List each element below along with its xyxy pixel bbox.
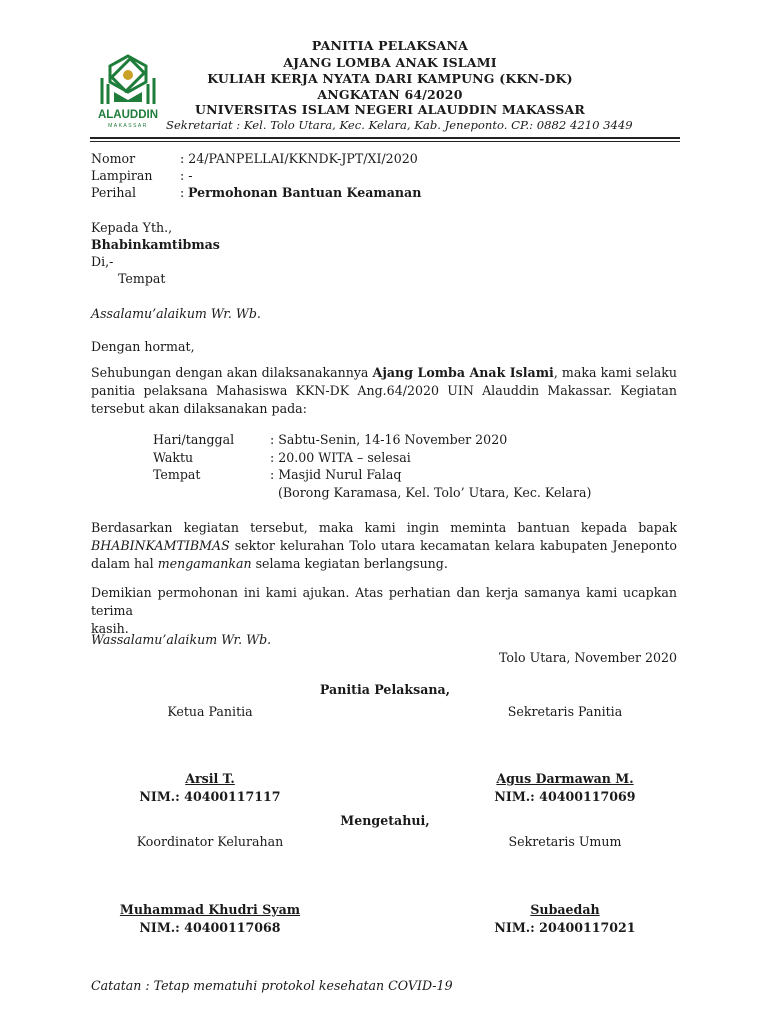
event-name: Ajang Lomba Anak Islami <box>372 365 554 380</box>
sekretaris-role: Sekretaris Panitia <box>507 704 623 719</box>
sekretaris-nim: NIM.: 40400117069 <box>494 789 636 804</box>
university-logo <box>88 52 168 130</box>
recipient-place: Tempat <box>118 271 166 286</box>
letterhead-rule <box>90 137 680 139</box>
para2-mengamankan: mengamankan <box>157 556 252 571</box>
opening: Dengan hormat, <box>91 339 195 354</box>
lampiran-value: : - <box>180 168 193 183</box>
secretariat-address: Sekretariat : Kel. Tolo Utara, Kec. Kelara, Kab. Jeneponto. CP.: 0882 4210 3449 <box>166 118 633 132</box>
sekum-nim: NIM.: 20400117021 <box>494 920 636 935</box>
para2-bhabin: BHABINKAMTIBMAS <box>91 538 230 553</box>
letterhead-line-2: AJANG LOMBA ANAK ISLAMI <box>283 55 497 70</box>
para2-line-3-c: selama kegiatan berlangsung. <box>251 556 448 571</box>
para2-line-2-rest: sektor kelurahan Tolo utara kecamatan kelara kabupaten Jeneponto <box>229 538 677 553</box>
paragraph-3 <box>91 584 677 638</box>
paragraph-1 <box>91 364 677 418</box>
recipient-di: Di,- <box>91 254 114 269</box>
paragraph-2 <box>91 519 677 573</box>
koordinator-nim: NIM.: 40400117068 <box>139 920 281 935</box>
letterhead-line-1: PANITIA PELAKSANA <box>311 38 469 53</box>
para2-line-1: Berdasarkan kegiatan tersebut, maka kami ingin meminta bantuan kepada bapak <box>91 520 677 535</box>
logo-subtext: MAKASSAR <box>108 123 148 129</box>
salutation: Assalamu’alaikum Wr. Wb. <box>91 306 261 321</box>
perihal-label: Perihal <box>91 185 137 200</box>
schedule-place-detail: (Borong Karamasa, Kel. Tolo’ Utara, Kec. Kelara) <box>278 485 592 500</box>
place-date: Tolo Utara, November 2020 <box>499 650 678 665</box>
sekum-name: Subaedah <box>530 902 600 917</box>
para3-line-1: Demikian permohonan ini kami ajukan. Atas perhatian dan kerja samanya kami ucapkan terima <box>91 585 677 618</box>
nomor-value: : 24/PANPELLAI/KKNDK-JPT/XI/2020 <box>180 151 418 166</box>
letterhead-line-5: UNIVERSITAS ISLAM NEGERI ALAUDDIN MAKASSAR <box>195 102 585 117</box>
schedule-time-label: Waktu <box>153 450 194 465</box>
para2-line-3-a: dalam hal <box>91 556 158 571</box>
recipient-name: Bhabinkamtibmas <box>91 237 220 252</box>
schedule-time-value: : 20.00 WITA – selesai <box>270 450 411 465</box>
para1-text-a: Sehubungan dengan akan dilaksanakannya <box>91 365 369 380</box>
para3-line-2: kasih. <box>91 621 129 636</box>
letterhead-line-3: KULIAH KERJA NYATA DARI KAMPUNG (KKN-DK) <box>207 71 573 86</box>
recipient-line-1: Kepada Yth., <box>91 220 173 235</box>
logo-wordmark: ALAUDDIN <box>97 109 159 121</box>
letterhead-line-4: ANGKATAN 64/2020 <box>317 87 463 102</box>
ketua-nim: NIM.: 40400117117 <box>139 789 281 804</box>
footnote: Catatan : Tetap mematuhi protokol kesehatan COVID-19 <box>91 978 453 993</box>
schedule-place-value: : Masjid Nurul Falaq <box>270 467 402 482</box>
para1-line-3: tersebut akan dilaksanakan pada: <box>91 401 307 416</box>
perihal-value: Permohonan Bantuan Keamanan <box>188 185 422 200</box>
sekretaris-name: Agus Darmawan M. <box>496 771 634 786</box>
para1-text-c: , maka kami selaku <box>553 365 677 380</box>
committee-title: Panitia Pelaksana, <box>319 682 451 697</box>
koordinator-name: Muhammad Khudri Syam <box>119 902 301 917</box>
schedule-day-value: : Sabtu-Senin, 14-16 November 2020 <box>270 432 508 447</box>
koordinator-role: Koordinator Kelurahan <box>136 834 284 849</box>
schedule-day-label: Hari/tanggal <box>153 432 235 447</box>
closing-salutation: Wassalamu’alaikum Wr. Wb. <box>91 632 272 647</box>
sekum-role: Sekretaris Umum <box>508 834 622 849</box>
nomor-label: Nomor <box>91 151 136 166</box>
para1-line-2: panitia pelaksana Mahasiswa KKN-DK Ang.64/2020 UIN Alauddin Makassar. Kegiatan <box>91 383 677 398</box>
perihal-colon: : <box>180 185 185 200</box>
ketua-name: Arsil T. <box>185 771 235 786</box>
lampiran-label: Lampiran <box>91 168 153 183</box>
schedule-place-label: Tempat <box>153 467 201 482</box>
letterhead-rule-thin <box>90 141 680 142</box>
mengetahui-title: Mengetahui, <box>340 813 430 828</box>
ketua-role: Ketua Panitia <box>167 704 253 719</box>
